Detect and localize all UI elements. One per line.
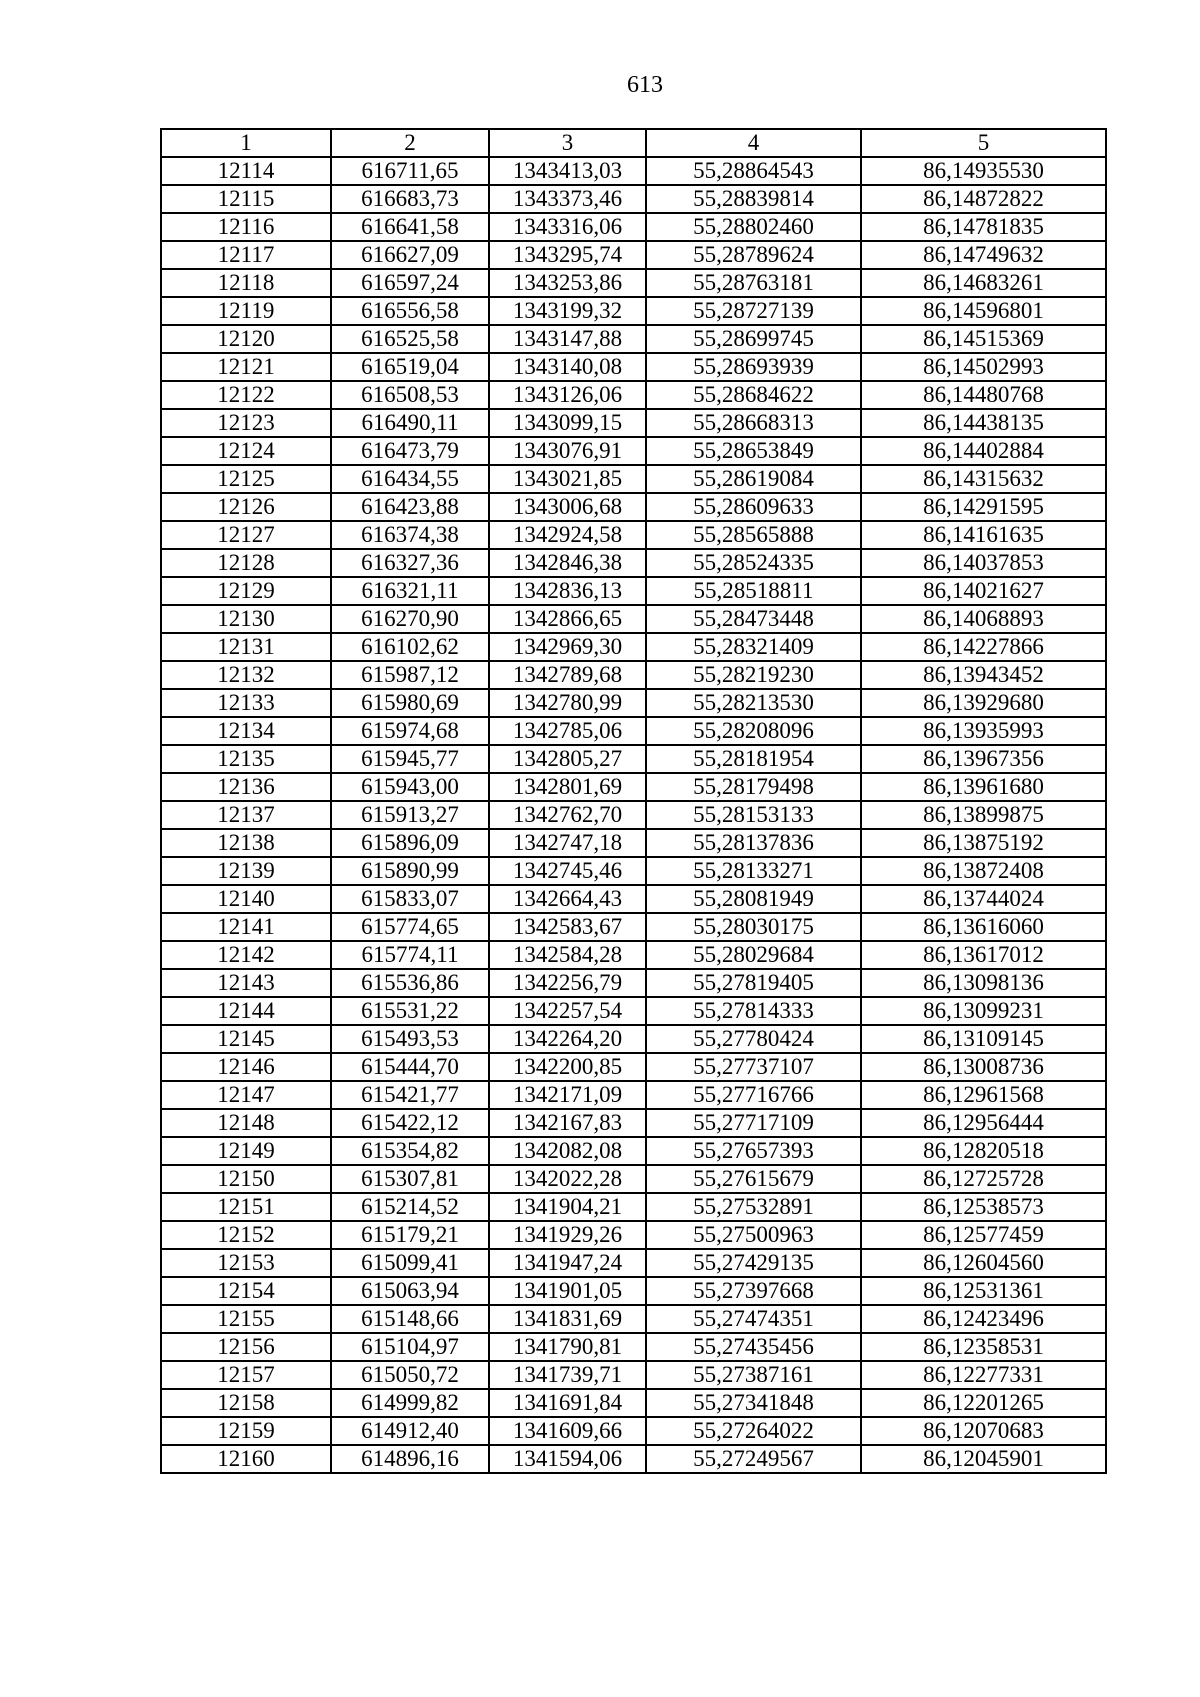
latitude-cell: 55,27814333 (646, 997, 861, 1025)
point-number-cell: 12157 (161, 1361, 331, 1389)
longitude-cell: 86,14068893 (861, 605, 1106, 633)
longitude-cell: 86,12201265 (861, 1389, 1106, 1417)
x-coordinate-cell: 616327,36 (331, 549, 489, 577)
table-row (161, 801, 1106, 829)
y-coordinate-cell: 1342789,68 (489, 661, 646, 689)
y-coordinate-cell: 1342785,06 (489, 717, 646, 745)
x-coordinate-cell: 615099,41 (331, 1249, 489, 1277)
latitude-cell: 55,28763181 (646, 269, 861, 297)
y-coordinate-cell: 1342745,46 (489, 857, 646, 885)
x-coordinate-cell: 615063,94 (331, 1277, 489, 1305)
table-row (161, 549, 1106, 577)
latitude-cell: 55,27780424 (646, 1025, 861, 1053)
table-row (161, 1025, 1106, 1053)
point-number-cell: 12139 (161, 857, 331, 885)
latitude-cell: 55,27387161 (646, 1361, 861, 1389)
table-row (161, 633, 1106, 661)
point-number-cell: 12142 (161, 941, 331, 969)
x-coordinate-cell: 616321,11 (331, 577, 489, 605)
point-number-cell: 12123 (161, 409, 331, 437)
latitude-cell: 55,28181954 (646, 745, 861, 773)
x-coordinate-cell: 616556,58 (331, 297, 489, 325)
table-row (161, 1249, 1106, 1277)
point-number-cell: 12132 (161, 661, 331, 689)
y-coordinate-cell: 1343099,15 (489, 409, 646, 437)
longitude-cell: 86,12725728 (861, 1165, 1106, 1193)
y-coordinate-cell: 1341609,66 (489, 1417, 646, 1445)
y-coordinate-cell: 1342256,79 (489, 969, 646, 997)
table-row (161, 605, 1106, 633)
longitude-cell: 86,14037853 (861, 549, 1106, 577)
x-coordinate-cell: 615774,65 (331, 913, 489, 941)
y-coordinate-cell: 1342257,54 (489, 997, 646, 1025)
longitude-cell: 86,14596801 (861, 297, 1106, 325)
column-header: 3 (489, 129, 646, 157)
point-number-cell: 12116 (161, 213, 331, 241)
table-row (161, 157, 1106, 185)
point-number-cell: 12125 (161, 465, 331, 493)
point-number-cell: 12154 (161, 1277, 331, 1305)
longitude-cell: 86,12070683 (861, 1417, 1106, 1445)
column-header: 2 (331, 129, 489, 157)
latitude-cell: 55,28653849 (646, 437, 861, 465)
x-coordinate-cell: 615354,82 (331, 1137, 489, 1165)
x-coordinate-cell: 614999,82 (331, 1389, 489, 1417)
y-coordinate-cell: 1342664,43 (489, 885, 646, 913)
table-row (161, 941, 1106, 969)
latitude-cell: 55,27435456 (646, 1333, 861, 1361)
table-row (161, 1361, 1106, 1389)
latitude-cell: 55,28153133 (646, 801, 861, 829)
longitude-cell: 86,14683261 (861, 269, 1106, 297)
table-row (161, 1137, 1106, 1165)
latitude-cell: 55,27615679 (646, 1165, 861, 1193)
table-row (161, 745, 1106, 773)
longitude-cell: 86,14480768 (861, 381, 1106, 409)
longitude-cell: 86,12820518 (861, 1137, 1106, 1165)
longitude-cell: 86,13744024 (861, 885, 1106, 913)
x-coordinate-cell: 615179,21 (331, 1221, 489, 1249)
latitude-cell: 55,28524335 (646, 549, 861, 577)
table-row (161, 381, 1106, 409)
latitude-cell: 55,28133271 (646, 857, 861, 885)
point-number-cell: 12143 (161, 969, 331, 997)
point-number-cell: 12129 (161, 577, 331, 605)
y-coordinate-cell: 1342583,67 (489, 913, 646, 941)
point-number-cell: 12141 (161, 913, 331, 941)
point-number-cell: 12156 (161, 1333, 331, 1361)
x-coordinate-cell: 616508,53 (331, 381, 489, 409)
y-coordinate-cell: 1341831,69 (489, 1305, 646, 1333)
y-coordinate-cell: 1342801,69 (489, 773, 646, 801)
longitude-cell: 86,13943452 (861, 661, 1106, 689)
longitude-cell: 86,12423496 (861, 1305, 1106, 1333)
point-number-cell: 12149 (161, 1137, 331, 1165)
longitude-cell: 86,12538573 (861, 1193, 1106, 1221)
longitude-cell: 86,13875192 (861, 829, 1106, 857)
point-number-cell: 12134 (161, 717, 331, 745)
x-coordinate-cell: 615493,53 (331, 1025, 489, 1053)
x-coordinate-cell: 615980,69 (331, 689, 489, 717)
x-coordinate-cell: 616627,09 (331, 241, 489, 269)
y-coordinate-cell: 1343295,74 (489, 241, 646, 269)
x-coordinate-cell: 616711,65 (331, 157, 489, 185)
table-row (161, 689, 1106, 717)
y-coordinate-cell: 1341739,71 (489, 1361, 646, 1389)
point-number-cell: 12140 (161, 885, 331, 913)
longitude-cell: 86,12045901 (861, 1445, 1106, 1473)
longitude-cell: 86,13967356 (861, 745, 1106, 773)
y-coordinate-cell: 1342924,58 (489, 521, 646, 549)
latitude-cell: 55,28802460 (646, 213, 861, 241)
latitude-cell: 55,28208096 (646, 717, 861, 745)
x-coordinate-cell: 615943,00 (331, 773, 489, 801)
column-header: 4 (646, 129, 861, 157)
longitude-cell: 86,13617012 (861, 941, 1106, 969)
table-row (161, 1333, 1106, 1361)
longitude-cell: 86,13935993 (861, 717, 1106, 745)
latitude-cell: 55,28030175 (646, 913, 861, 941)
y-coordinate-cell: 1342082,08 (489, 1137, 646, 1165)
table-row (161, 1389, 1106, 1417)
y-coordinate-cell: 1343147,88 (489, 325, 646, 353)
y-coordinate-cell: 1342866,65 (489, 605, 646, 633)
x-coordinate-cell: 615148,66 (331, 1305, 489, 1333)
latitude-cell: 55,28839814 (646, 185, 861, 213)
table-row (161, 661, 1106, 689)
y-coordinate-cell: 1342846,38 (489, 549, 646, 577)
longitude-cell: 86,14227866 (861, 633, 1106, 661)
table-row (161, 969, 1106, 997)
point-number-cell: 12147 (161, 1081, 331, 1109)
point-number-cell: 12133 (161, 689, 331, 717)
table-row (161, 717, 1106, 745)
y-coordinate-cell: 1342747,18 (489, 829, 646, 857)
latitude-cell: 55,27737107 (646, 1053, 861, 1081)
latitude-cell: 55,28029684 (646, 941, 861, 969)
point-number-cell: 12127 (161, 521, 331, 549)
point-number-cell: 12136 (161, 773, 331, 801)
table-row (161, 1165, 1106, 1193)
x-coordinate-cell: 615974,68 (331, 717, 489, 745)
longitude-cell: 86,14291595 (861, 493, 1106, 521)
latitude-cell: 55,27397668 (646, 1277, 861, 1305)
latitude-cell: 55,28518811 (646, 577, 861, 605)
longitude-cell: 86,14935530 (861, 157, 1106, 185)
point-number-cell: 12138 (161, 829, 331, 857)
table-row (161, 493, 1106, 521)
x-coordinate-cell: 615536,86 (331, 969, 489, 997)
point-number-cell: 12122 (161, 381, 331, 409)
point-number-cell: 12137 (161, 801, 331, 829)
point-number-cell: 12135 (161, 745, 331, 773)
x-coordinate-cell: 615307,81 (331, 1165, 489, 1193)
latitude-cell: 55,28619084 (646, 465, 861, 493)
x-coordinate-cell: 615422,12 (331, 1109, 489, 1137)
y-coordinate-cell: 1342780,99 (489, 689, 646, 717)
point-number-cell: 12124 (161, 437, 331, 465)
y-coordinate-cell: 1343413,03 (489, 157, 646, 185)
latitude-cell: 55,28684622 (646, 381, 861, 409)
longitude-cell: 86,14438135 (861, 409, 1106, 437)
y-coordinate-cell: 1343140,08 (489, 353, 646, 381)
point-number-cell: 12131 (161, 633, 331, 661)
y-coordinate-cell: 1342805,27 (489, 745, 646, 773)
latitude-cell: 55,28565888 (646, 521, 861, 549)
table-row (161, 521, 1106, 549)
y-coordinate-cell: 1343373,46 (489, 185, 646, 213)
table-row (161, 325, 1106, 353)
table-row (161, 1109, 1106, 1137)
x-coordinate-cell: 616641,58 (331, 213, 489, 241)
x-coordinate-cell: 616597,24 (331, 269, 489, 297)
longitude-cell: 86,13616060 (861, 913, 1106, 941)
x-coordinate-cell: 616683,73 (331, 185, 489, 213)
longitude-cell: 86,13929680 (861, 689, 1106, 717)
point-number-cell: 12145 (161, 1025, 331, 1053)
y-coordinate-cell: 1342022,28 (489, 1165, 646, 1193)
longitude-cell: 86,14021627 (861, 577, 1106, 605)
latitude-cell: 55,28609633 (646, 493, 861, 521)
coordinates-table (160, 128, 1107, 1474)
y-coordinate-cell: 1343316,06 (489, 213, 646, 241)
table-row (161, 465, 1106, 493)
latitude-cell: 55,27249567 (646, 1445, 861, 1473)
latitude-cell: 55,28219230 (646, 661, 861, 689)
y-coordinate-cell: 1341691,84 (489, 1389, 646, 1417)
x-coordinate-cell: 616374,38 (331, 521, 489, 549)
table-row (161, 997, 1106, 1025)
point-number-cell: 12158 (161, 1389, 331, 1417)
x-coordinate-cell: 616434,55 (331, 465, 489, 493)
table-row (161, 1445, 1106, 1473)
latitude-cell: 55,27429135 (646, 1249, 861, 1277)
longitude-cell: 86,14502993 (861, 353, 1106, 381)
latitude-cell: 55,27657393 (646, 1137, 861, 1165)
table-row (161, 829, 1106, 857)
latitude-cell: 55,28668313 (646, 409, 861, 437)
longitude-cell: 86,12961568 (861, 1081, 1106, 1109)
longitude-cell: 86,13899875 (861, 801, 1106, 829)
point-number-cell: 12148 (161, 1109, 331, 1137)
point-number-cell: 12146 (161, 1053, 331, 1081)
y-coordinate-cell: 1343076,91 (489, 437, 646, 465)
x-coordinate-cell: 615896,09 (331, 829, 489, 857)
x-coordinate-cell: 615945,77 (331, 745, 489, 773)
y-coordinate-cell: 1343021,85 (489, 465, 646, 493)
longitude-cell: 86,13099231 (861, 997, 1106, 1025)
x-coordinate-cell: 615214,52 (331, 1193, 489, 1221)
latitude-cell: 55,28727139 (646, 297, 861, 325)
table-row (161, 913, 1106, 941)
longitude-cell: 86,13098136 (861, 969, 1106, 997)
table-row (161, 1081, 1106, 1109)
table-row (161, 213, 1106, 241)
y-coordinate-cell: 1342836,13 (489, 577, 646, 605)
longitude-cell: 86,14872822 (861, 185, 1106, 213)
x-coordinate-cell: 616102,62 (331, 633, 489, 661)
point-number-cell: 12130 (161, 605, 331, 633)
table-row (161, 885, 1106, 913)
table-row (161, 353, 1106, 381)
point-number-cell: 12121 (161, 353, 331, 381)
x-coordinate-cell: 614896,16 (331, 1445, 489, 1473)
y-coordinate-cell: 1342264,20 (489, 1025, 646, 1053)
latitude-cell: 55,27717109 (646, 1109, 861, 1137)
point-number-cell: 12115 (161, 185, 331, 213)
point-number-cell: 12160 (161, 1445, 331, 1473)
point-number-cell: 12153 (161, 1249, 331, 1277)
point-number-cell: 12155 (161, 1305, 331, 1333)
x-coordinate-cell: 616490,11 (331, 409, 489, 437)
point-number-cell: 12118 (161, 269, 331, 297)
y-coordinate-cell: 1341904,21 (489, 1193, 646, 1221)
page-number: 613 (627, 72, 663, 98)
x-coordinate-cell: 616270,90 (331, 605, 489, 633)
latitude-cell: 55,28473448 (646, 605, 861, 633)
longitude-cell: 86,13872408 (861, 857, 1106, 885)
longitude-cell: 86,12277331 (861, 1361, 1106, 1389)
latitude-cell: 55,27264022 (646, 1417, 861, 1445)
latitude-cell: 55,27474351 (646, 1305, 861, 1333)
y-coordinate-cell: 1343126,06 (489, 381, 646, 409)
latitude-cell: 55,28179498 (646, 773, 861, 801)
latitude-cell: 55,27500963 (646, 1221, 861, 1249)
latitude-cell: 55,28789624 (646, 241, 861, 269)
table-row (161, 1221, 1106, 1249)
longitude-cell: 86,12577459 (861, 1221, 1106, 1249)
table-header-row (161, 129, 1106, 157)
table-row (161, 1193, 1106, 1221)
table-row (161, 241, 1106, 269)
point-number-cell: 12114 (161, 157, 331, 185)
longitude-cell: 86,12956444 (861, 1109, 1106, 1137)
y-coordinate-cell: 1343199,32 (489, 297, 646, 325)
y-coordinate-cell: 1341947,24 (489, 1249, 646, 1277)
x-coordinate-cell: 616519,04 (331, 353, 489, 381)
point-number-cell: 12159 (161, 1417, 331, 1445)
latitude-cell: 55,27341848 (646, 1389, 861, 1417)
x-coordinate-cell: 615913,27 (331, 801, 489, 829)
longitude-cell: 86,12604560 (861, 1249, 1106, 1277)
longitude-cell: 86,14402884 (861, 437, 1106, 465)
column-header: 5 (861, 129, 1106, 157)
point-number-cell: 12150 (161, 1165, 331, 1193)
x-coordinate-cell: 615050,72 (331, 1361, 489, 1389)
table-row (161, 437, 1106, 465)
latitude-cell: 55,28699745 (646, 325, 861, 353)
longitude-cell: 86,14749632 (861, 241, 1106, 269)
point-number-cell: 12120 (161, 325, 331, 353)
y-coordinate-cell: 1341901,05 (489, 1277, 646, 1305)
y-coordinate-cell: 1341594,06 (489, 1445, 646, 1473)
table-row (161, 857, 1106, 885)
longitude-cell: 86,13961680 (861, 773, 1106, 801)
y-coordinate-cell: 1342969,30 (489, 633, 646, 661)
y-coordinate-cell: 1341790,81 (489, 1333, 646, 1361)
y-coordinate-cell: 1342171,09 (489, 1081, 646, 1109)
point-number-cell: 12128 (161, 549, 331, 577)
table-row (161, 1305, 1106, 1333)
latitude-cell: 55,27819405 (646, 969, 861, 997)
point-number-cell: 12117 (161, 241, 331, 269)
table-row (161, 1277, 1106, 1305)
x-coordinate-cell: 615104,97 (331, 1333, 489, 1361)
x-coordinate-cell: 615987,12 (331, 661, 489, 689)
table-row (161, 269, 1106, 297)
table-row (161, 185, 1106, 213)
latitude-cell: 55,28137836 (646, 829, 861, 857)
table-row (161, 1053, 1106, 1081)
x-coordinate-cell: 615833,07 (331, 885, 489, 913)
longitude-cell: 86,14315632 (861, 465, 1106, 493)
latitude-cell: 55,28864543 (646, 157, 861, 185)
point-number-cell: 12119 (161, 297, 331, 325)
latitude-cell: 55,28081949 (646, 885, 861, 913)
y-coordinate-cell: 1342200,85 (489, 1053, 646, 1081)
point-number-cell: 12152 (161, 1221, 331, 1249)
latitude-cell: 55,27716766 (646, 1081, 861, 1109)
longitude-cell: 86,13109145 (861, 1025, 1106, 1053)
x-coordinate-cell: 616473,79 (331, 437, 489, 465)
x-coordinate-cell: 616525,58 (331, 325, 489, 353)
column-header: 1 (161, 129, 331, 157)
longitude-cell: 86,14781835 (861, 213, 1106, 241)
table-row (161, 1417, 1106, 1445)
y-coordinate-cell: 1342584,28 (489, 941, 646, 969)
x-coordinate-cell: 615531,22 (331, 997, 489, 1025)
x-coordinate-cell: 616423,88 (331, 493, 489, 521)
y-coordinate-cell: 1341929,26 (489, 1221, 646, 1249)
point-number-cell: 12151 (161, 1193, 331, 1221)
table-body (161, 129, 1106, 1473)
latitude-cell: 55,27532891 (646, 1193, 861, 1221)
latitude-cell: 55,28693939 (646, 353, 861, 381)
table-row (161, 409, 1106, 437)
x-coordinate-cell: 615421,77 (331, 1081, 489, 1109)
x-coordinate-cell: 615774,11 (331, 941, 489, 969)
x-coordinate-cell: 615890,99 (331, 857, 489, 885)
longitude-cell: 86,12531361 (861, 1277, 1106, 1305)
longitude-cell: 86,14161635 (861, 521, 1106, 549)
longitude-cell: 86,14515369 (861, 325, 1106, 353)
table-row (161, 577, 1106, 605)
x-coordinate-cell: 614912,40 (331, 1417, 489, 1445)
table-row (161, 297, 1106, 325)
longitude-cell: 86,13008736 (861, 1053, 1106, 1081)
longitude-cell: 86,12358531 (861, 1333, 1106, 1361)
x-coordinate-cell: 615444,70 (331, 1053, 489, 1081)
latitude-cell: 55,28213530 (646, 689, 861, 717)
y-coordinate-cell: 1342167,83 (489, 1109, 646, 1137)
y-coordinate-cell: 1342762,70 (489, 801, 646, 829)
point-number-cell: 12144 (161, 997, 331, 1025)
y-coordinate-cell: 1343253,86 (489, 269, 646, 297)
y-coordinate-cell: 1343006,68 (489, 493, 646, 521)
point-number-cell: 12126 (161, 493, 331, 521)
table-row (161, 773, 1106, 801)
latitude-cell: 55,28321409 (646, 633, 861, 661)
